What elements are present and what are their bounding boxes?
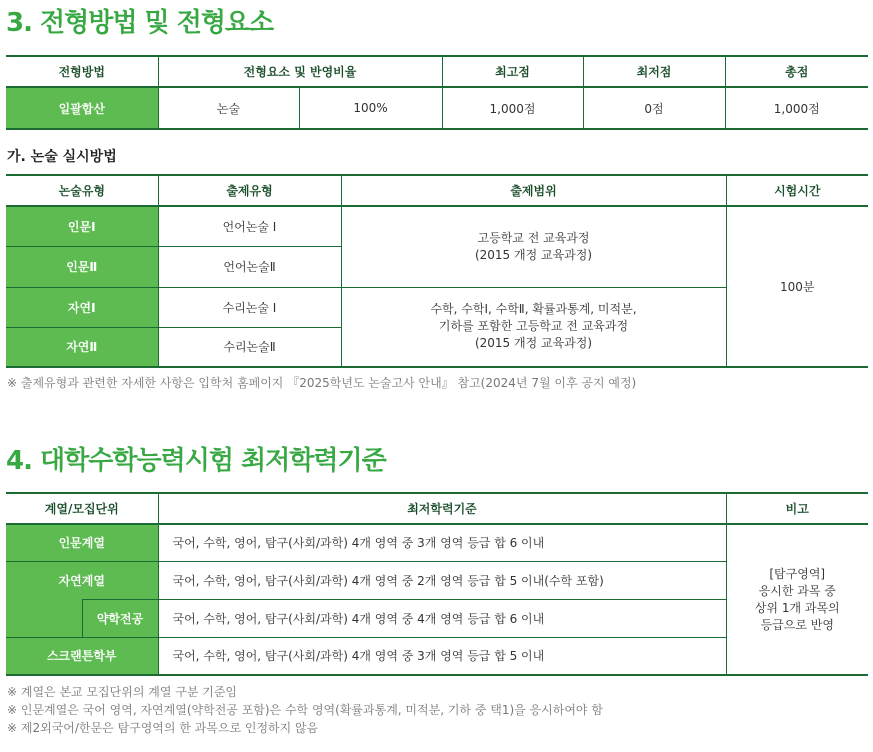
range-humanities-cell <box>341 206 726 287</box>
remark-line: 상위 1개 과목의 <box>754 600 840 615</box>
criteria-cell: 국어, 수학, 영어, 탐구(사회/과학) 4개 영역 중 2개 영역 등급 합 5 이내(수학 포함) <box>158 561 726 599</box>
section4-title: 4. 대학수학능력시험 최저학력기준 <box>6 446 386 476</box>
unit-cell: 약학전공 <box>82 599 158 637</box>
header-essay-type: 논술유형 <box>6 175 158 206</box>
remark-line: 등급으로 반영 <box>760 617 834 632</box>
max-score-cell: 1,000점 <box>442 87 583 129</box>
criteria-note: ※ 계열은 본교 모집단위의 계열 구분 기준임 <box>7 685 238 699</box>
criteria-note: ※ 인문계열은 국어 영역, 자연계열(약학전공 포함)은 수학 영역(확률과통계, 미적분, 기하 중 택1)을 응시하여야 함 <box>7 703 603 717</box>
essay-type-cell: 자연Ⅱ <box>6 327 158 367</box>
header-max: 최고점 <box>442 56 583 87</box>
table-row <box>6 524 868 561</box>
ratio-cell: 100% <box>299 87 442 129</box>
question-type-cell: 언어논술Ⅱ <box>158 246 341 287</box>
evaluation-table <box>6 55 868 130</box>
remark-cell <box>726 524 868 675</box>
header-time: 시험시간 <box>726 175 868 206</box>
unit-cell: 인문계열 <box>6 524 158 561</box>
header-min: 최저점 <box>583 56 725 87</box>
section3-title: 3. 전형방법 및 전형요소 <box>6 8 274 38</box>
criteria-cell: 국어, 수학, 영어, 탐구(사회/과학) 4개 영역 중 3개 영역 등급 합 6 이내 <box>158 524 726 561</box>
question-type-cell: 언어논술 Ⅰ <box>158 206 341 246</box>
essay-note: ※ 출제유형과 관련한 자세한 사항은 입학처 홈페이지 『2025학년도 논술고사 안내』 참고(2024년 7월 이후 공지 예정) <box>7 376 637 390</box>
unit-cell: 자연계열 <box>6 561 158 599</box>
header-criteria: 최저학력기준 <box>158 493 726 524</box>
criteria-cell: 국어, 수학, 영어, 탐구(사회/과학) 4개 영역 중 3개 영역 등급 합 5 이내 <box>158 637 726 675</box>
criteria-cell: 국어, 수학, 영어, 탐구(사회/과학) 4개 영역 중 4개 영역 등급 합 6 이내 <box>158 599 726 637</box>
header-total: 총점 <box>725 56 868 87</box>
criteria-notes <box>7 683 603 737</box>
range-line: 수학, 수학Ⅰ, 수학Ⅱ, 확률과통계, 미적분, <box>430 302 637 317</box>
header-question-type: 출제유형 <box>158 175 341 206</box>
minimum-criteria-table <box>6 492 868 676</box>
table-row <box>6 206 868 246</box>
question-type-cell: 수리논술Ⅱ <box>158 327 341 367</box>
evaluation-header-row <box>6 56 868 87</box>
question-type-cell: 수리논술 Ⅰ <box>158 287 341 327</box>
essay-table <box>6 174 868 368</box>
header-method: 전형방법 <box>6 56 158 87</box>
remark-line: [탐구영역] <box>769 566 826 581</box>
range-science-cell <box>341 287 726 367</box>
method-cell: 일괄합산 <box>6 87 158 129</box>
essay-type-cell: 인문Ⅰ <box>6 206 158 246</box>
unit-spacer-cell <box>6 599 82 637</box>
range-line: (2015 개정 교육과정) <box>474 247 593 262</box>
header-remark: 비고 <box>726 493 868 524</box>
header-unit: 계열/모집단위 <box>6 493 158 524</box>
range-line: (2015 개정 교육과정) <box>474 336 593 351</box>
essay-header-row <box>6 175 868 206</box>
exam-time-cell: 100분 <box>726 206 868 367</box>
criteria-header-row <box>6 493 868 524</box>
evaluation-row <box>6 87 868 129</box>
unit-cell: 스크랜튼학부 <box>6 637 158 675</box>
header-range: 출제범위 <box>341 175 726 206</box>
criteria-note: ※ 제2외국어/한문은 탐구영역의 한 과목으로 인정하지 않음 <box>7 721 319 735</box>
essay-type-cell: 자연Ⅰ <box>6 287 158 327</box>
min-score-cell: 0점 <box>583 87 725 129</box>
range-line: 고등학교 전 교육과정 <box>477 230 590 245</box>
essay-subtitle: 가. 논술 실시방법 <box>7 149 117 165</box>
total-score-cell: 1,000점 <box>725 87 868 129</box>
range-line: 기하를 포함한 고등학교 전 교육과정 <box>438 319 629 334</box>
header-element-ratio: 전형요소 및 반영비율 <box>158 56 442 87</box>
essay-type-cell: 인문Ⅱ <box>6 246 158 287</box>
remark-line: 응시한 과목 중 <box>758 583 836 598</box>
element-cell: 논술 <box>158 87 299 129</box>
